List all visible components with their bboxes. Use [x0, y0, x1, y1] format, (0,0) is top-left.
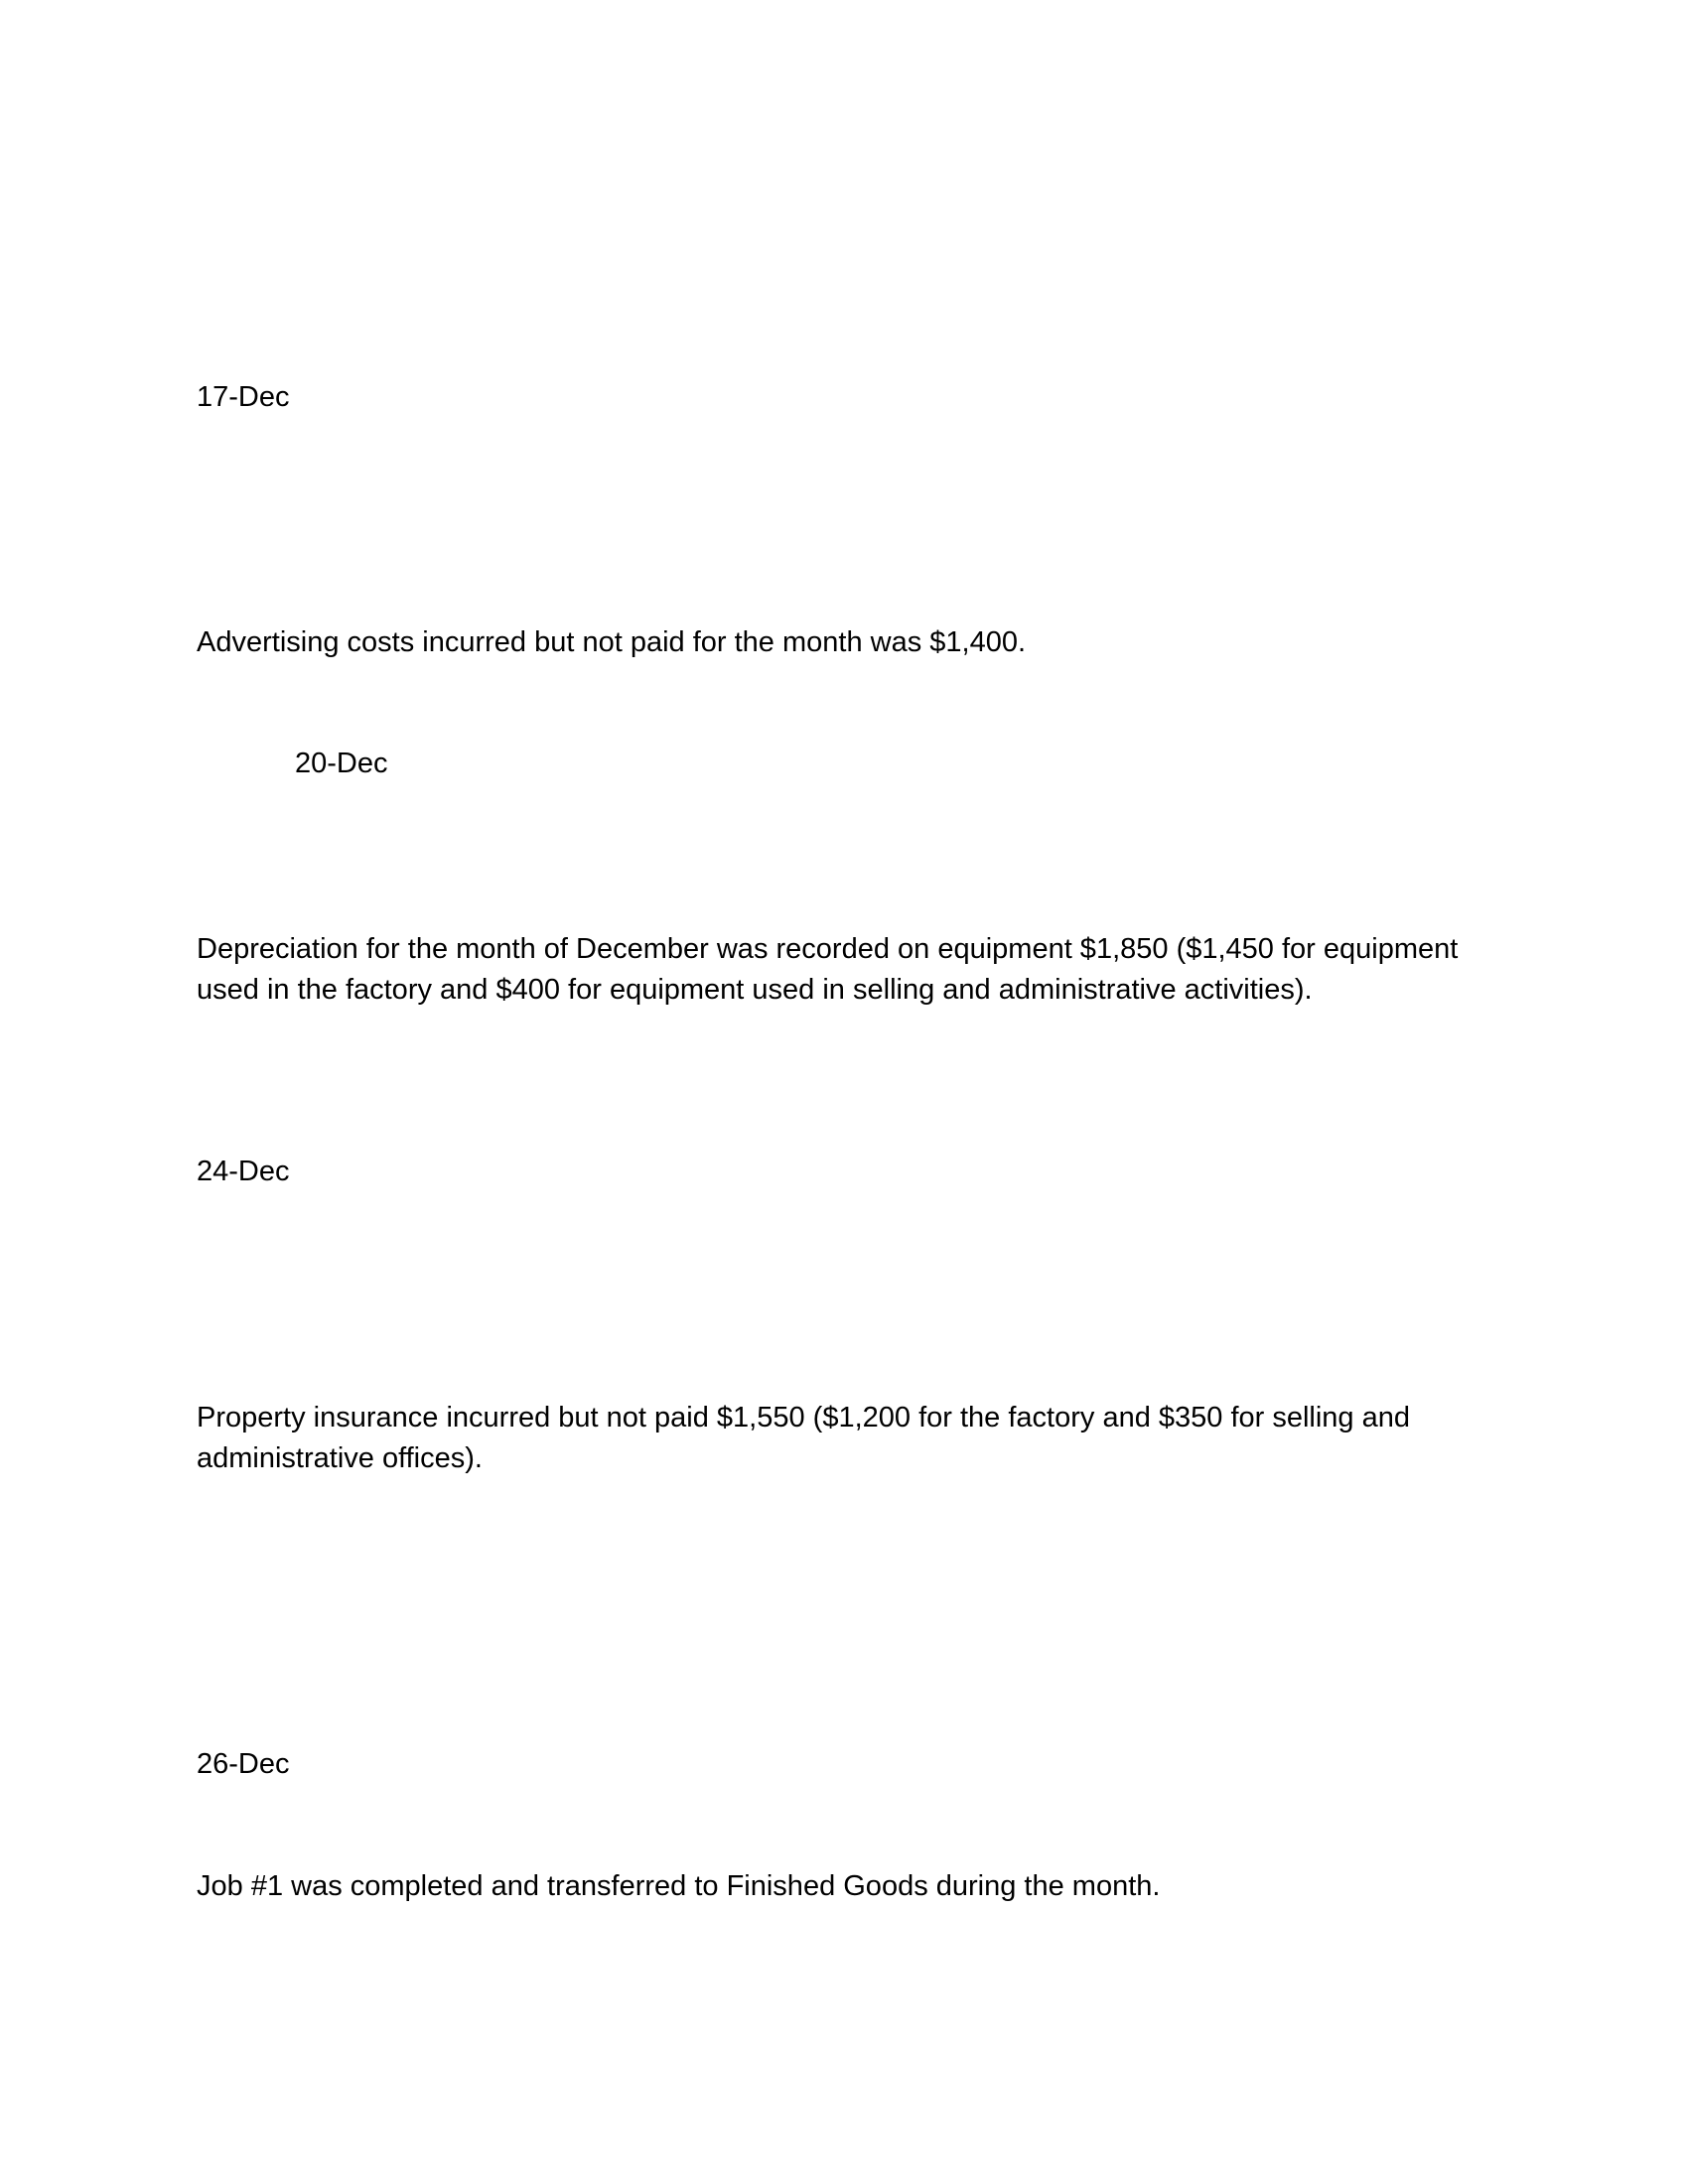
entry-text-depreciation-line1: Depreciation for the month of December was recorded on equipment $1,850 ($1,450 for equipment [197, 933, 1459, 965]
entry-date-26-dec: 26-Dec [197, 1748, 290, 1780]
entry-date-17-dec: 17-Dec [197, 381, 290, 413]
entry-text-depreciation-line2: used in the factory and $400 for equipment used in selling and administrative activities). [197, 974, 1313, 1006]
entry-text-job-completed: Job #1 was completed and transferred to Finished Goods during the month. [197, 1870, 1161, 1902]
entry-date-24-dec: 24-Dec [197, 1156, 290, 1187]
entry-date-20-dec: 20-Dec [295, 748, 388, 779]
entry-text-advertising: Advertising costs incurred but not paid for the month was $1,400. [197, 626, 1027, 658]
entry-text-insurance-line2: administrative offices). [197, 1442, 483, 1474]
entry-text-insurance-line1: Property insurance incurred but not paid $1,550 ($1,200 for the factory and $350 for selling and [197, 1402, 1411, 1433]
